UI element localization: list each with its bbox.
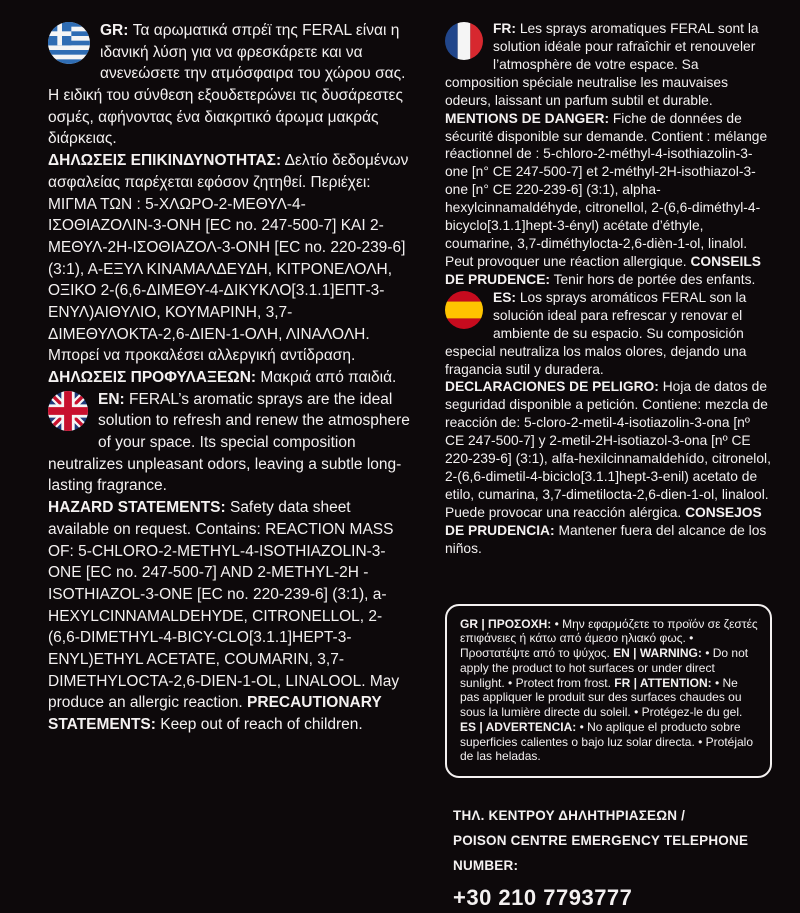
gr-intro-paragraph: GR: Τα αρωματικά σπρέϊ της FERAL είναι η ιδανική λύση για να φρεσκάρετε και να ανενεώσετε την ατμόσφαιρα του χώρου σας. Η ειδική του σύνθεση εξουδετερώνει τις δυσάρεστες οσμές, αφήνοντας ένα διακριτικό άρωμα μακράς διάρκειας. xyxy=(48,22,406,148)
spain-flag-icon xyxy=(445,291,483,329)
fr-hazard-statements: MENTIONS DE DANGER: Fiche de données de sécurité disponible sur demande. Contient : mélange réactionnel de : 5-chloro-2-méthyl-4-isothiazolin-3-one [n° CE 247-500-7] et 2-méthyl-2H-isothiazol-3-one [n° CE 220-239-6] (3:1), alpha-hexylcinnamaldéhyde, citronellol, 2-(6,6-diméthyl-4-bicyclo[3.1.1]hept-3-ényl) acétate d’éthyle, coumarine, 3,7-diméthylocta-2,6-dièn-1-ol, linalol. Peut provoquer une réaction allergique. CONSEILS DE PRUDENCE: Tenir hors de portée des enfants. xyxy=(445,110,768,287)
poison-centre-block xyxy=(445,804,772,913)
poison-centre-line-en: POISON CENTRE EMERGENCY TELEPHONE NUMBER: xyxy=(453,833,749,874)
france-flag-icon xyxy=(445,22,483,60)
es-intro-paragraph: ES: Los sprays aromáticos FERAL son la solución ideal para refrescar y renovar el ambiente de su espacio. Su composición especial neutraliza los malos olores, dejando una fragancia sutil y duradera. xyxy=(445,289,747,377)
uk-flag-icon xyxy=(48,391,88,431)
en-intro-paragraph: EN: FERAL’s aromatic sprays are the ideal solution to refresh and renew the atmosphere of your space. Its special composition neutralizes unpleasant odors, leaving a subtle long-lasting fragrance. xyxy=(48,390,410,495)
greece-flag-icon xyxy=(48,22,90,64)
warning-box xyxy=(445,604,772,779)
gr-hazard-statements: ΔΗΛΩΣΕΙΣ ΕΠΙΚΙΝΔΥΝΟΤΗΤΑΣ: Δελτίο δεδομένων ασφαλείας παρέχεται εφόσον ζητηθεί. Περιέχει: ΜΙΓΜΑ ΤΩΝ : 5-ΧΛΩΡΟ-2-ΜΕΘΥΛ-4-ΙΣΟΘΙΑΖΟΛΙΝ-3-ΟΝΗ [EC no. 247-500-7] ΚΑΙ 2-ΜΕΘΥΛ-2Η-ΙΣΟΘΙΑΖΟΛ-3-ΟΝΗ [EC no. 220-239-6] (3:1), Α-ΕΞΥΛ ΚΙΝΑΜΑΛΔΕΥΔΗ, ΚΙΤΡΟΝΕΛΟΛΗ, ΟΞΙΚΟ 2-(6,6-ΔΙΜΕΘΥ-4-ΔΙΚΥΚΛΟ[3.1.1]ΕΠΤ-3-ΕΝΥΛ)ΑΙΘΥΛΙΟ, ΚΟΥΜΑΡΙΝΗ, 3,7-ΔΙΜΕΘΥΛΟΚΤΑ-2,6-ΔΙΕΝ-1-ΟΛΗ, ΛΙΝΑΛΟΛΗ. Μπορεί να προκαλέσει αλλεργική αντίδραση. ΔΗΛΩΣΕΙΣ ΠΡΟΦΥΛΑΞΕΩΝ: Μακριά από παιδιά. xyxy=(48,152,409,386)
fr-intro-paragraph: FR: Les sprays aromatiques FERAL sont la solution idéale pour rafraîchir et renouveler l’atmosphère de votre espace. Sa composition spéciale neutralise les mauvaises odeurs, laissant un parfum subtil et durable. xyxy=(445,21,759,108)
en-hazard-statements: HAZARD STATEMENTS: Safety data sheet available on request. Contains: REACTION MASS OF: 5-CHLORO-2-METHYL-4-ISOTHIAZOLIN-3-ONE [EC no. 247-500-7] AND 2-METHYL-2H -ISOTHIAZOL-3-ONE [EC no. 220-239-6] (3:1), a-HEXYLCINNAMALDEHYDE, CITRONELLOL, 2-(6,6-DIMETHYL-4-BICY-CLO[3.1.1]HEPT-3-ENYL)ETHYL ACETATE, COUMARIN, 3,7-DIMETHYLOCTA-2,6-DIEN-1-OL, LINALOOL. May produce an allergic reaction. PRECAUTIONARY STATEMENTS: Keep out of reach of children. xyxy=(48,499,400,733)
right-column xyxy=(445,20,772,911)
left-column xyxy=(48,20,411,792)
poison-centre-line-gr: ΤΗΛ. ΚΕΝΤΡΟΥ ΔΗΛΗΤΗΡΙΑΣΕΩΝ / xyxy=(453,808,686,824)
es-hazard-statements: DECLARACIONES DE PELIGRO: Hoja de datos de seguridad disponible a petición. Contiene: mezcla de reacción de: 5-cloro-2-metil-4-isotiazolin-3-ona [nº CE 247-500-7] y 2-metil-2H-isotiazol-3-ona [nº CE 220-239-6] (3:1), alfa-hexilcinnamaldehído, citronelol, 2-(6,6-dimetil-4-biciclo[3.1.1]hept-3-enil) acetato de etilo, cumarina, 3,7-dimetilocta-2,6-dien-1-ol, linalool. Puede provocar una reacción alérgica. CONSEJOS DE PRUDENCIA: Mantener fuera del alcance de los niños. xyxy=(445,379,771,556)
warning-box-text: GR | ΠΡΟΣΟΧΗ: • Μην εφαρμόζετε το προϊόν σε ζεστές επιφάνειες ή κάτω από άμεσο ηλιακό φως. • Προστατέψτε από το ψύχος. EN | WARNING: • Do not apply the product to hot surfaces or under direct sunlight. • Protect from frost. FR | ATTENTION: • Ne pas appliquer le produit sur des surfaces chaudes ou sous la lumière directe du soleil. • Protégez-le du gel. ES | ADVERTENCIA: • No aplique el producto sobre superficies calientes o bajo luz solar directa. • Protéjalo de las heladas. xyxy=(460,616,758,764)
poison-centre-phone-number: +30 210 7793777 xyxy=(453,885,633,911)
